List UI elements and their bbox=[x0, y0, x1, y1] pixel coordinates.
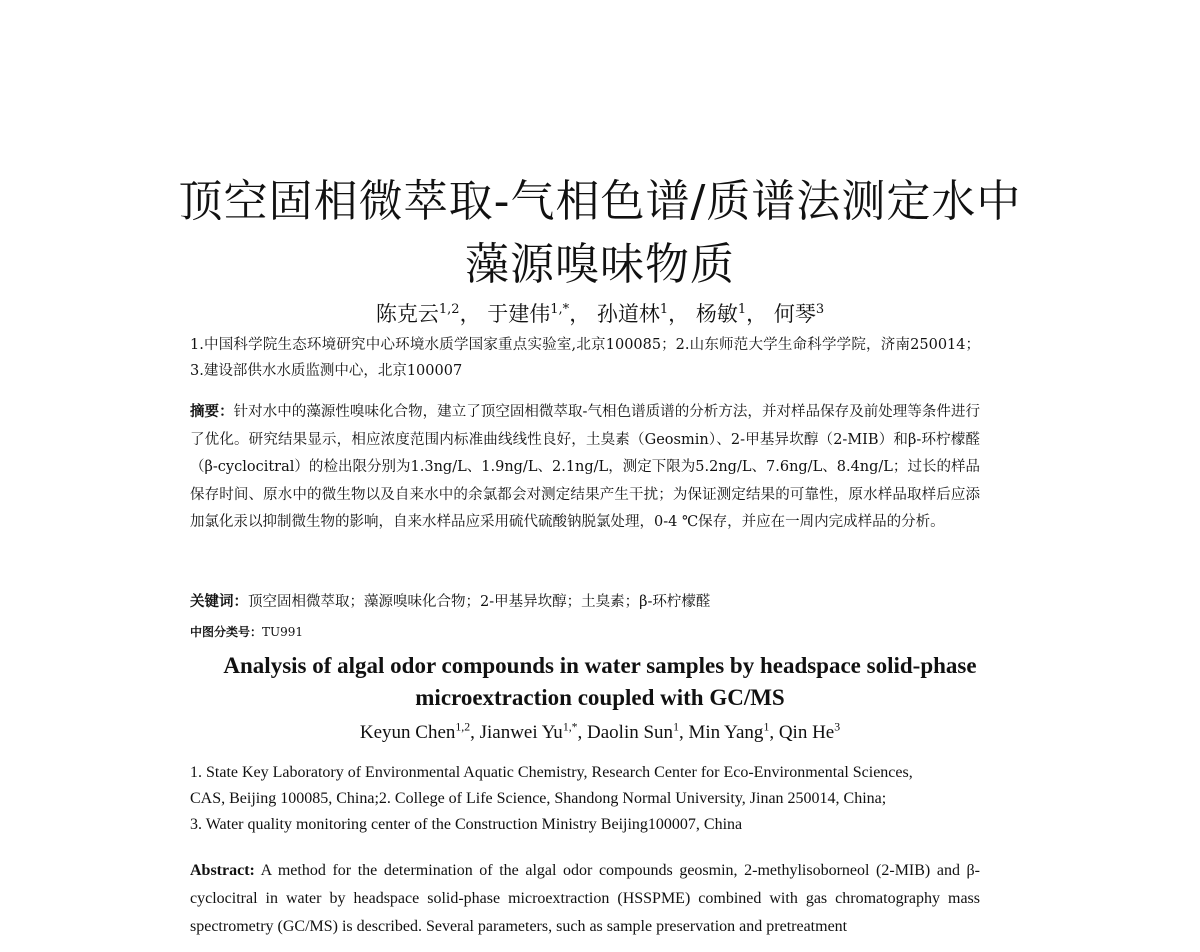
en-abstract bbox=[190, 857, 980, 941]
cn-classification bbox=[190, 622, 980, 642]
cn-authors bbox=[150, 298, 1050, 328]
en-author-5: Qin He$^3$ bbox=[778, 720, 841, 743]
en-affiliation-2: CAS, Beijing 100085, China;2. College of Life Science, Shandong Normal University, Jinan 250014, China; bbox=[190, 790, 887, 807]
cn-author-3: 孙道林$^1$， bbox=[596, 302, 690, 326]
en-author-3: Daolin Sun$^1$, bbox=[587, 720, 689, 743]
en-abstract-label: Abstract: bbox=[190, 862, 255, 879]
cn-abstract bbox=[190, 398, 980, 537]
cn-title-line-2: 藻源嗅味物质 bbox=[465, 239, 735, 290]
cn-keywords bbox=[190, 589, 980, 615]
cn-abstract-label: 摘要： bbox=[190, 403, 234, 420]
en-title bbox=[150, 650, 1050, 714]
cn-keywords-label: 关键词： bbox=[190, 593, 248, 610]
cn-author-1: 陈克云$^{1,2}$， bbox=[375, 302, 481, 326]
cn-classification-text: TU991 bbox=[262, 625, 304, 639]
en-title-line-1: Analysis of algal odor compounds in water samples by headspace solid-phase bbox=[223, 653, 977, 678]
cn-title-line-1: 顶空固相微萃取-气相色谱/质谱法测定水中 bbox=[178, 176, 1022, 227]
en-author-1: Keyun Chen$^{1,2}$, bbox=[359, 720, 480, 743]
en-author-2: Jianwei $Yu^{1,*}$, bbox=[479, 720, 588, 743]
cn-classification-label: 中图分类号： bbox=[190, 625, 263, 639]
en-affiliation-3: 3. Water quality monitoring center of the Construction Ministry Beijing100007, China bbox=[190, 816, 743, 833]
en-affiliations bbox=[190, 760, 980, 838]
cn-author-5: 何琴$^3$ bbox=[773, 302, 825, 326]
en-author-4: Min Yang$^1$, bbox=[688, 720, 779, 743]
cn-author-4: 杨敏$^1$， bbox=[695, 302, 768, 326]
en-authors bbox=[150, 722, 1050, 744]
cn-affiliations: 1.中国科学院生态环境研究中心环境水质学国家重点实验室,北京100085；2.山东师范大学生命科学学院，济南250014；3.建设部供水水质监测中心，北京100007 bbox=[190, 337, 980, 379]
cn-author-2: 于建伟$^{1,*}$， bbox=[487, 302, 591, 326]
cn-keywords-text: 顶空固相微萃取；藻源嗅味化合物；2-甲基异坎醇；土臭素；β-环柠檬醛 bbox=[248, 594, 711, 610]
cn-abstract-text: 针对水中的藻源性嗅味化合物，建立了顶空固相微萃取-气相色谱质谱的分析方法，并对样品保存及前处理等条件进行了优化。研究结果显示，相应浓度范围内标准曲线线性良好，土臭素（Geosmin）、2-甲基异坎醇（2-MIB）和β-环柠檬醛（β-cyclocitral）的检出限分别为1.3ng/L、1.9ng/L、2.1ng/L，测定下限为5.2ng/L、7.6ng/L、8.4ng/L；过长的样品保存时间、原水中的微生物以及自来水中的余氯都会对测定结果产生干扰；为保证测定结果的可靠性，原水样品取样后应添加氯化汞以抑制微生物的影响，自来水样品应采用硫代硫酸钠脱氯处理，0-4 ℃保存，并应在一周内完成样品的分析。 bbox=[190, 404, 980, 530]
en-affiliation-1: 1. State Key Laboratory of Environmental Aquatic Chemistry, Research Center for Eco-Environmental Sciences, bbox=[190, 764, 913, 781]
en-abstract-text: A method for the determination of the algal odor compounds geosmin, 2-methylisoborneol (2-MIB) and β-cyclocitral in water by headspace solid-phase microextraction (HSSPME) combined with gas chromatography mass spectrometry (GC/MS) is described. Several parameters, such as sample preservation and pretreatment bbox=[190, 862, 981, 935]
en-title-line-2: microextraction coupled with GC/MS bbox=[415, 685, 785, 710]
